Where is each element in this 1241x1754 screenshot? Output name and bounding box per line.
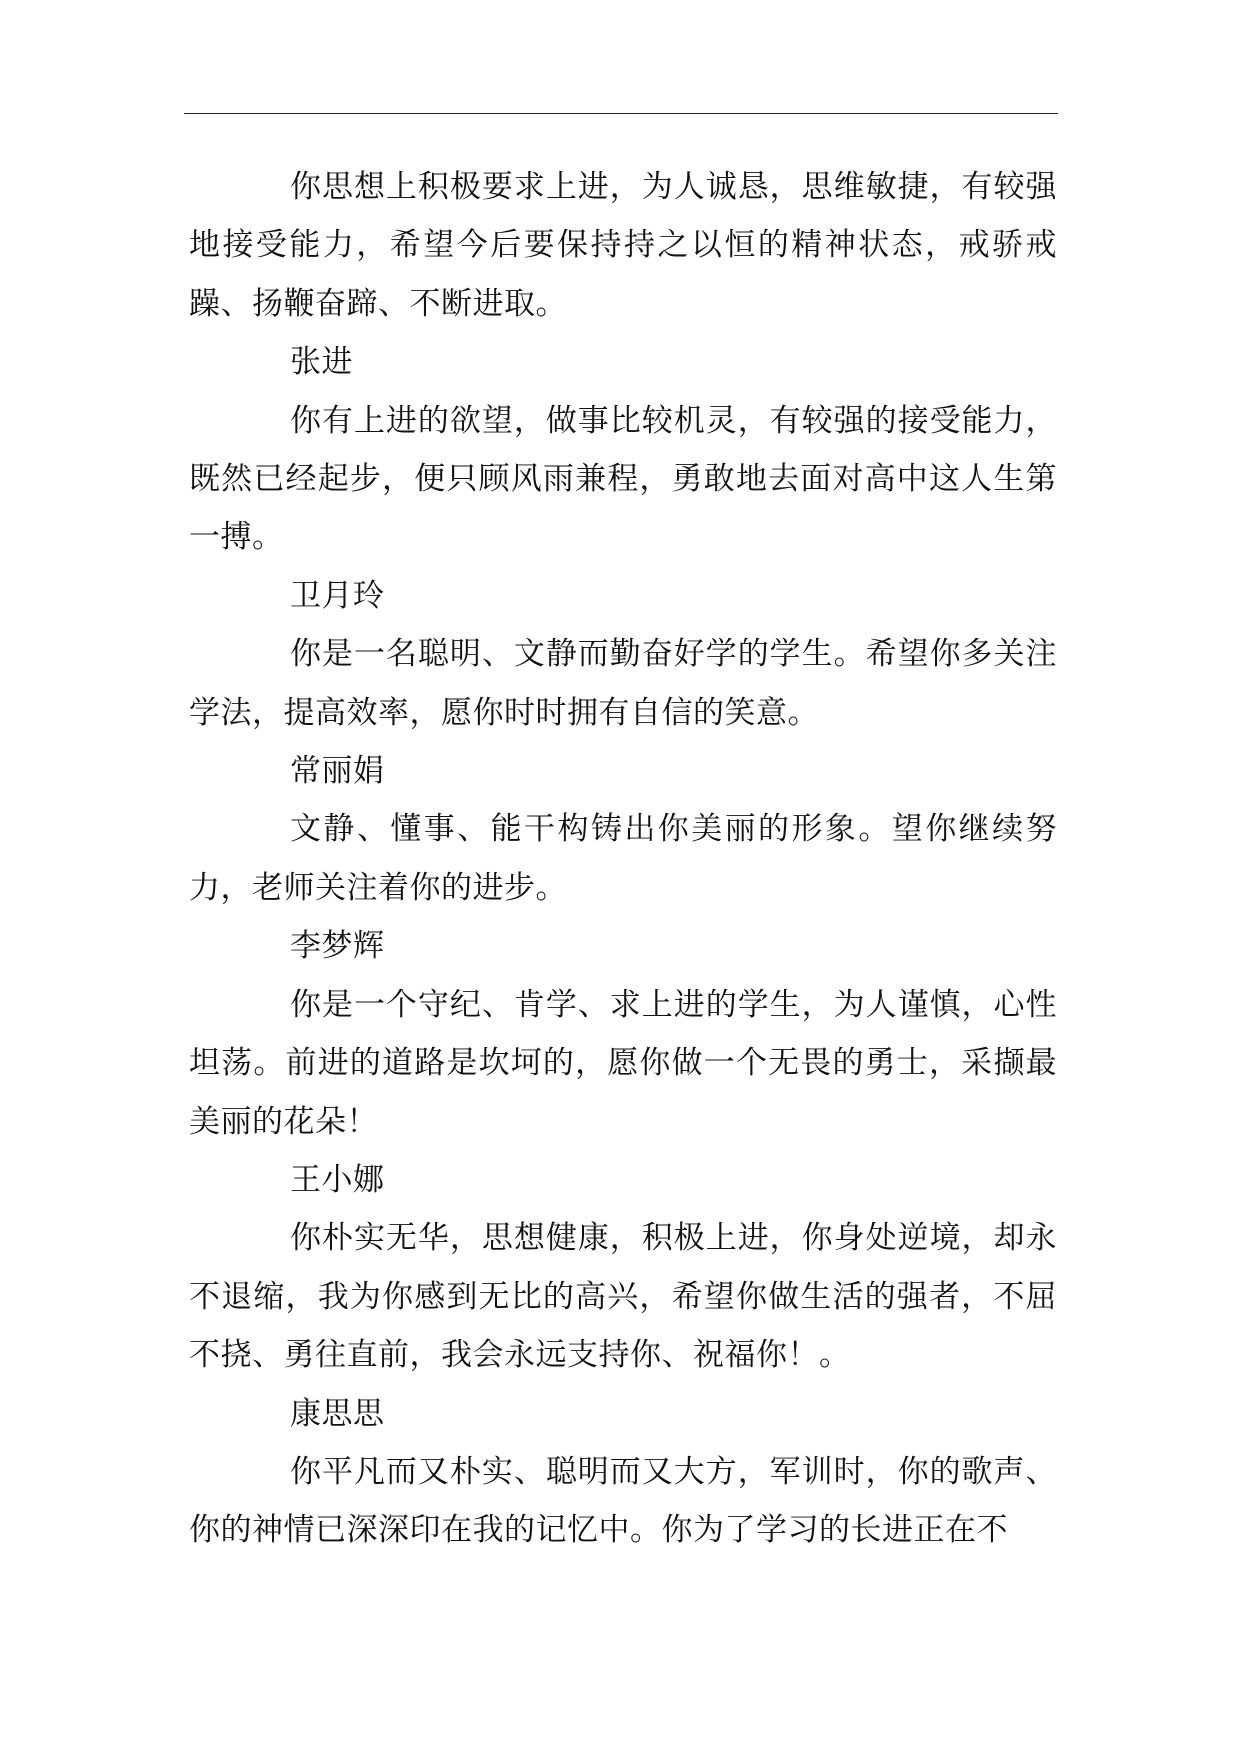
- comment-paragraph: 你有上进的欲望，做事比较机灵，有较强的接受能力，既然已经起步，便只顾风雨兼程，勇敢地去面对高中这人生第一搏。: [189, 402, 1057, 556]
- comment-paragraph: 你思想上积极要求上进，为人诚恳，思维敏捷，有较强地接受能力，希望今后要保持持之以恒的精神状态，戒骄戒躁、扬鞭奋蹄、不断进取。: [189, 169, 1057, 322]
- comment-paragraph: 文静、懂事、能干构铸出你美丽的形象。望你继续努力，老师关注着你的进步。: [189, 811, 1057, 906]
- student-name: 卫月玲: [290, 577, 385, 614]
- comment-paragraph: 你是一个守纪、肯学、求上进的学生，为人谨慎，心性坦荡。前进的道路是坎坷的，愿你做一个无畏的勇士，采撷最美丽的花朵！: [189, 986, 1057, 1140]
- document-body: [189, 158, 1057, 1560]
- student-name: 张进: [290, 344, 353, 381]
- comment-paragraph: 你朴实无华，思想健康，积极上进，你身处逆境，却永不退缩，我为你感到无比的高兴，希望你做生活的强者，不屈不挠、勇往直前，我会永远支持你、祝福你！。: [189, 1220, 1057, 1374]
- student-name: 李梦辉: [290, 928, 385, 965]
- header-rule: [184, 113, 1058, 114]
- comment-paragraph: 你是一名聪明、文静而勤奋好学的学生。希望你多关注学法，提高效率，愿你时时拥有自信的笑意。: [189, 636, 1057, 731]
- student-name: 康思思: [290, 1395, 385, 1432]
- comment-paragraph: 你平凡而又朴实、聪明而又大方，军训时，你的歌声、你的神情已深深印在我的记忆中。你为了学习的长进正在不: [189, 1453, 1057, 1549]
- student-name: 王小娜: [290, 1161, 385, 1198]
- student-name: 常丽娟: [290, 753, 385, 790]
